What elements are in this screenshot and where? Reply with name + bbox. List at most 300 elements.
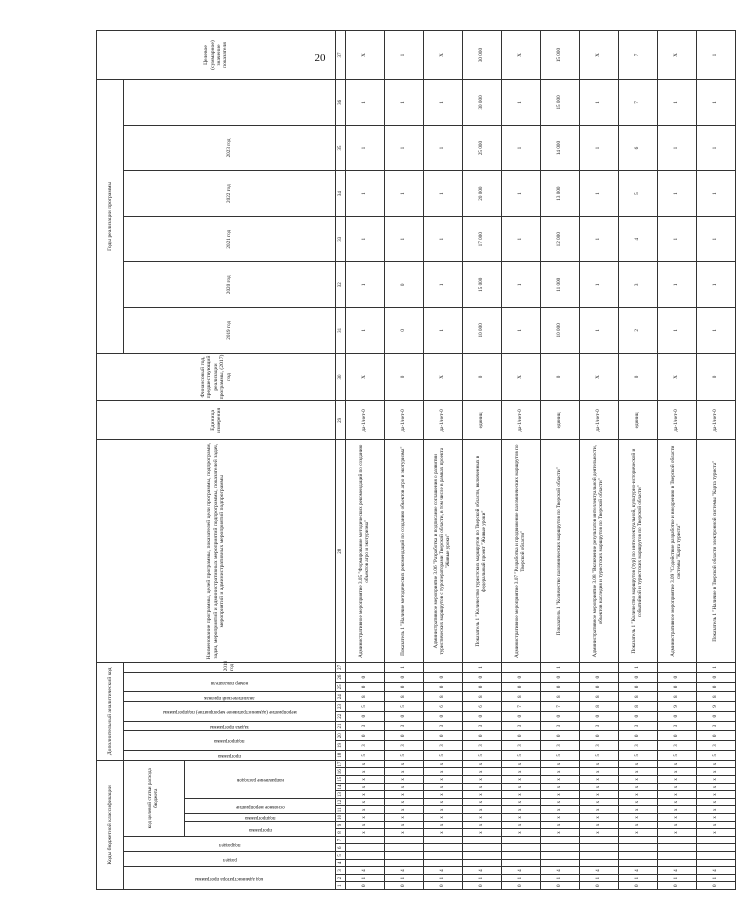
year-value-cell: 1 [697,262,736,308]
column-number: 12 [336,798,346,806]
code-cell: 0 [385,882,424,890]
code-cell: х [541,814,580,822]
code-cell: х [658,821,697,829]
name-header: Наименование программы, целей программы, показателей цели программы, подпрограмм, задач, мероприятий и административных мероприятий подпрограммы, показателей задач, мероприятий и административных мероприятий подпрограммы [97,440,336,663]
code-cell: х [424,814,463,822]
code-cell: 0 [541,672,580,682]
code-cell: 5 [463,750,502,760]
year-value-cell: 1 [580,262,619,308]
column-number: 1 [336,882,346,890]
code-cell: х [658,783,697,791]
year-value-cell: 1 [658,216,697,262]
target-cell: Х [346,31,385,80]
code-cell: х [424,776,463,784]
code-cell [658,662,697,672]
year-value-cell: 1 [346,216,385,262]
ext-program-header: программа [124,750,336,760]
code-cell: х [346,768,385,776]
target-cell: 15 000 [541,31,580,80]
code-cell: х [346,798,385,806]
code-cell: х [385,776,424,784]
column-number: 14 [336,783,346,791]
unit-cell: да-1/нет-0 [424,401,463,440]
column-number: 29 [336,401,346,440]
code-cell [385,852,424,860]
table-row [580,31,619,890]
row-name: Административное мероприятие 3.09 "Содействие разработке и внедрению в Тверской области системы "Карта туриста" [658,440,697,663]
code-cell: 0 [658,731,697,741]
code-cell: 0 [463,711,502,721]
code-cell: х [658,814,697,822]
code-cell: 3 [619,741,658,751]
code-cell: 0 [619,672,658,682]
code-cell: х [463,821,502,829]
year-value-cell: 10 000 [541,308,580,354]
code-cell: 3 [541,721,580,731]
row-name: Административное мероприятие 3.07 "Разработка и продвижение паломнических маршрутов по Тверской области" [502,440,541,663]
year-value-cell: 1 [385,125,424,171]
code-cell: 3 [424,721,463,731]
code-cell: 3 [463,721,502,731]
code-cell: х [463,776,502,784]
code-cell: 0 [502,882,541,890]
code-cell: х [502,821,541,829]
year-value-cell: 1 [346,125,385,171]
code-cell: х [346,776,385,784]
row-name: Административное мероприятие 3.08 "Включение результатов интеллектуальной деятельности, объектов наследия и туристских маршрутов по Тверской области" [580,440,619,663]
year-value-cell: 1 [697,216,736,262]
code-cell: 1 [541,874,580,882]
year-value-cell: 1 [658,171,697,217]
code-cell: 4 [385,867,424,875]
code-cell: х [424,806,463,814]
unit-cell: да-1/нет-0 [580,401,619,440]
year-value-cell: 1 [697,125,736,171]
code-cell: х [424,768,463,776]
code-cell: 0 [658,711,697,721]
year-value-cell: 1 [424,171,463,217]
fin-year-cell: Х [580,353,619,401]
unit-cell: единиц [463,401,502,440]
code-cell [424,844,463,852]
code-cell [619,836,658,844]
code-cell: х [619,783,658,791]
code-cell: х [619,814,658,822]
year-value-cell: 2 [619,308,658,354]
code-cell: х [619,768,658,776]
code-cell [463,844,502,852]
code-cell [424,859,463,867]
code-cell: 0 [463,682,502,692]
unit-cell: единиц [541,401,580,440]
row-name: Показатель 1 "Количество туристских маршрутов по Тверской области, включенных в федеральный проект "Живые уроки" [463,440,502,663]
code-cell: х [463,814,502,822]
year-value-cell: 1 [697,308,736,354]
code-cell: х [697,798,736,806]
code-cell [619,852,658,860]
code-cell: 0 [346,682,385,692]
year-value-cell: 15 000 [463,262,502,308]
code-cell [658,844,697,852]
year-2022-header: 2022 год [124,171,336,217]
code-cell [697,852,736,860]
code-cell: 8 [658,692,697,702]
year-value-cell: 1 [580,171,619,217]
table-row [463,31,502,890]
target-cell: 30 000 [463,31,502,80]
budget-codes-header: Коды бюджетной классификации [97,760,124,889]
code-cell: 1 [385,874,424,882]
code-cell: 0 [424,672,463,682]
code-cell: х [385,829,424,837]
code-cell [580,852,619,860]
column-number: 26 [336,672,346,682]
year-value-cell: 1 [385,216,424,262]
column-number: 5 [336,852,346,860]
code-cell: х [463,768,502,776]
code-cell: 3 [658,741,697,751]
code-cell: х [658,760,697,768]
code-cell: х [541,768,580,776]
code-cell: х [619,806,658,814]
code-cell [580,844,619,852]
code-cell: х [463,760,502,768]
code-cell: х [385,821,424,829]
code-cell [580,836,619,844]
fin-year-cell: 0 [619,353,658,401]
code-cell: х [619,791,658,799]
target-cell: Х [424,31,463,80]
code-cell: х [580,821,619,829]
column-number: 19 [336,741,346,751]
row-name: Показатель 1 "Количество маршрутов (тур) по интеллектуальной, культурно-исторической и событийной и туристских маршрутов по Тверской области" [619,440,658,663]
year-value-cell: 3 [619,262,658,308]
year-value-cell: 15 000 [541,80,580,126]
code-cell: 8 [424,692,463,702]
code-cell: 1 [658,874,697,882]
code-cell: х [502,783,541,791]
code-cell: х [385,814,424,822]
code-cell [658,836,697,844]
code-cell: 5 [346,702,385,712]
code-cell: 3 [385,721,424,731]
row-name: Показатель 1 "Наличие методических рекомендаций по созданию объектов агро и экотуризма" [385,440,424,663]
code-cell: х [502,829,541,837]
target-cell: 1 [385,31,424,80]
code-cell: х [580,814,619,822]
subprogram-code-header: подпрограмма [185,814,336,822]
fin-year-cell: 0 [463,353,502,401]
code-cell: 5 [658,750,697,760]
code-cell [346,662,385,672]
code-cell: 7 [541,702,580,712]
year-value-cell: 7 [619,80,658,126]
year-value-cell: 1 [424,125,463,171]
code-cell: 6 [463,702,502,712]
code-cell: х [385,791,424,799]
code-cell [346,836,385,844]
column-number: 9 [336,821,346,829]
program-code-header: программа [185,821,336,836]
code-cell: 4 [541,867,580,875]
code-cell: 8 [463,692,502,702]
column-number: 20 [336,731,346,741]
target-cell: Х [502,31,541,80]
code-cell: 8 [346,692,385,702]
code-cell: 3 [502,741,541,751]
code-cell: х [658,829,697,837]
code-cell: 3 [463,741,502,751]
code-cell: 1 [385,662,424,672]
column-number: 13 [336,791,346,799]
admin-code-header: код администратора программы [124,867,336,890]
column-number: 35 [336,125,346,171]
event-header: мероприятие (административное мероприятие) подпрограммы [124,702,336,722]
column-number: 7 [336,836,346,844]
code-cell: х [463,783,502,791]
code-cell: 8 [502,692,541,702]
target-article-header: код целевой статьи расхода бюджета [124,760,185,836]
code-cell [463,836,502,844]
row-name: Административное мероприятие 3.06 "Разработка и подписание соглашения о развитии туристических маршрутов с туроператорами Тверской области, в том числе в рамках проекта "Живые уроки" [424,440,463,663]
code-cell: 0 [463,731,502,741]
code-cell: х [541,821,580,829]
code-cell: 3 [502,721,541,731]
code-cell [541,852,580,860]
code-cell: х [619,798,658,806]
code-cell: 0 [346,731,385,741]
code-cell: х [697,783,736,791]
table-row [346,31,385,890]
code-cell: х [541,783,580,791]
code-cell: х [697,776,736,784]
table-row [502,31,541,890]
code-cell: х [424,791,463,799]
table-row [658,31,697,890]
year-value-cell: 1 [502,216,541,262]
column-number: 30 [336,353,346,401]
row-name: Административное мероприятие 3.05 "Формирование методических рекомендаций по созданию объектов агро и экотуризма" [346,440,385,663]
code-cell: 0 [580,882,619,890]
column-number: 36 [336,80,346,126]
code-cell: 4 [424,867,463,875]
year-2019-header: 2019 год [124,308,336,354]
code-cell: х [697,768,736,776]
code-cell: 3 [697,721,736,731]
code-cell: х [619,776,658,784]
code-cell: 5 [619,750,658,760]
target-cell: 7 [619,31,658,80]
target-cell: 1 [697,31,736,80]
code-cell: х [502,768,541,776]
code-cell: х [658,791,697,799]
code-cell: 3 [346,721,385,731]
section-header: раздел [124,852,336,867]
code-cell: х [502,776,541,784]
code-cell: 5 [541,750,580,760]
code-cell: 0 [502,682,541,692]
code-cell [697,859,736,867]
column-number: 22 [336,711,346,721]
code-cell [541,859,580,867]
code-cell: 3 [424,741,463,751]
code-cell: 8 [619,702,658,712]
unit-cell: да-1/нет-0 [502,401,541,440]
year-value-cell: 1 [658,125,697,171]
code-cell: 6 [424,702,463,712]
code-cell: х [580,806,619,814]
code-cell [502,662,541,672]
code-cell [502,859,541,867]
code-cell: 4 [580,867,619,875]
code-cell: 9 [697,702,736,712]
code-cell: х [580,768,619,776]
code-cell: х [463,798,502,806]
year-value-cell: 1 [346,262,385,308]
main-event-header: основное мероприятие [185,798,336,813]
code-cell: 8 [385,692,424,702]
code-cell: 8 [619,692,658,702]
column-number: 8 [336,829,346,837]
code-cell: 0 [697,711,736,721]
year-value-cell: 25 000 [463,125,502,171]
code-cell: х [697,829,736,837]
year-2021-header: 2021 год [124,216,336,262]
code-cell [658,852,697,860]
column-number: 17 [336,760,346,768]
code-cell: х [580,760,619,768]
code-cell: х [385,760,424,768]
code-cell [502,852,541,860]
column-number: 10 [336,814,346,822]
column-number: 33 [336,216,346,262]
code-cell [658,859,697,867]
year-value-cell: 1 [697,80,736,126]
fin-year-cell: Х [424,353,463,401]
code-cell: 0 [697,731,736,741]
code-cell: 3 [541,741,580,751]
year-value-cell: 10 000 [463,308,502,354]
year-value-cell: 1 [580,216,619,262]
code-cell: 0 [658,672,697,682]
code-cell [463,859,502,867]
code-cell: 0 [619,731,658,741]
code-cell: х [541,798,580,806]
column-number-row [336,31,346,890]
code-cell: х [580,783,619,791]
code-cell: х [385,783,424,791]
column-number: 23 [336,702,346,712]
code-cell [346,852,385,860]
code-cell: 4 [346,867,385,875]
column-number: 32 [336,262,346,308]
year-value-cell: 1 [658,80,697,126]
code-cell: 5 [697,750,736,760]
code-cell: 0 [697,682,736,692]
code-cell [424,852,463,860]
year-2020-header: 2020 год [124,262,336,308]
code-cell: 9 [658,702,697,712]
code-cell: х [502,814,541,822]
year-value-cell: 30 000 [463,80,502,126]
code-cell: 1 [463,874,502,882]
code-cell: х [424,798,463,806]
code-cell: х [697,821,736,829]
code-cell: 3 [619,721,658,731]
code-cell: х [346,806,385,814]
year-value-cell: 1 [424,216,463,262]
column-number: 24 [336,692,346,702]
column-number: 21 [336,721,346,731]
column-number: 16 [336,768,346,776]
analytic-header: аналитический признак [124,692,336,702]
code-cell: 0 [502,711,541,721]
indicator-num-header: номер показателя [124,672,336,692]
code-cell: х [658,806,697,814]
year-value-cell: 14 000 [541,125,580,171]
code-cell: х [541,806,580,814]
code-cell: х [346,760,385,768]
code-cell: х [463,829,502,837]
fin-year-cell: 0 [541,353,580,401]
year-value-cell: 1 [424,308,463,354]
code-cell: х [658,776,697,784]
years-header: Годы реализации программы [97,80,124,354]
code-cell: 4 [502,867,541,875]
code-cell: 1 [463,662,502,672]
code-cell: 0 [580,672,619,682]
code-cell: 5 [502,750,541,760]
year-2018-header: 2018 год [124,662,336,672]
code-cell [502,836,541,844]
column-number: 37 [336,31,346,80]
code-cell: 1 [346,874,385,882]
code-cell [424,836,463,844]
column-number: 34 [336,171,346,217]
column-number: 3 [336,867,346,875]
code-cell: х [580,798,619,806]
code-cell: 3 [385,741,424,751]
row-name: Показатель 1 "Наличие в Тверской области электронной системы "Карта туриста" [697,440,736,663]
subsection-header: подраздел [124,836,336,851]
code-cell: х [346,814,385,822]
code-cell: х [697,806,736,814]
code-cell: 0 [502,731,541,741]
ext-subprogram-header: подпрограмма [124,731,336,751]
code-cell: х [424,821,463,829]
target-header: Целевое (суммарное) значение показателя [97,31,336,80]
fin-year-cell: Х [502,353,541,401]
unit-cell: единиц [619,401,658,440]
code-cell: 1 [502,874,541,882]
code-cell: 3 [346,741,385,751]
code-cell: 1 [424,874,463,882]
code-cell: х [619,760,658,768]
code-cell: х [424,783,463,791]
year-value-cell: 1 [502,171,541,217]
code-cell: х [658,798,697,806]
code-cell: х [502,760,541,768]
year-value-cell: 1 [580,80,619,126]
code-cell: х [697,791,736,799]
code-cell: 0 [541,711,580,721]
code-cell: х [697,760,736,768]
code-cell: х [463,791,502,799]
year-value-cell: 13 000 [541,171,580,217]
code-cell: 4 [658,867,697,875]
code-cell: 0 [346,711,385,721]
extra-code-header: Дополнительный аналитический код [97,662,124,760]
